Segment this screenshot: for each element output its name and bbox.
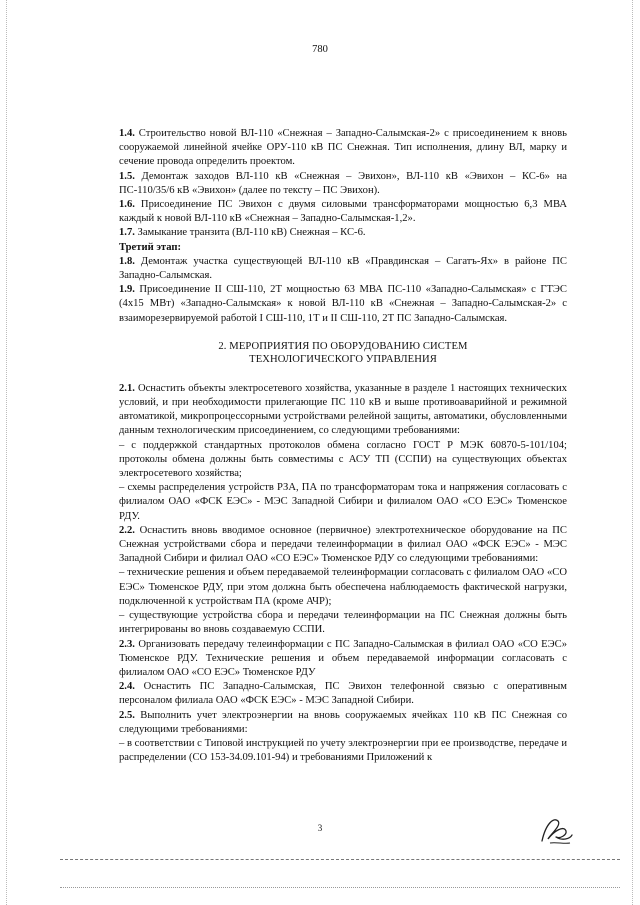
- paragraph-text: Присоединение II СШ-110, 2Т мощностью 63 МВА ПС-110 «Западно-Салымская» с ГТЭС (4х15 МВт) «Западно-Салымская» к новой ВЛ-110 кВ «Снежная – Западно-Салымская-2» с взаиморезервируемой работой I СШ-110, 1Т и II СШ-110, 2Т ПС Западно-Салымская.: [119, 284, 567, 324]
- item-number: 1.5.: [119, 170, 135, 182]
- paragraph-2-2: [119, 524, 567, 567]
- paragraph-2-3: [119, 638, 567, 681]
- section-heading-line-2: ТЕХНОЛОГИЧЕСКОГО УПРАВЛЕНИЯ: [249, 353, 437, 365]
- item-number: 1.4.: [119, 128, 135, 139]
- list-item: – технические решения и объем передаваемой телеинформации согласовать с филиалом ОАО «СО ЕЭС» Тюменское РДУ, при этом должна быть обеспечена наблюдаемость фактической нагрузки, подключенной к устройствам ПА (кроме АЧР);: [119, 567, 567, 607]
- section-heading: [119, 340, 567, 366]
- paragraph-1-9: [119, 283, 567, 326]
- paragraph-text: Демонтаж заходов ВЛ-110 кВ «Снежная – Эвихон», ВЛ-110 кВ «Эвихон – КС-6» на ПС-110/35/6 кВ «Эвихон» (далее по тексту – ПС Эвихон).: [119, 170, 567, 196]
- scan-artifact-line: [60, 887, 620, 888]
- item-number: 2.2.: [119, 524, 135, 536]
- item-number: 1.7.: [119, 227, 135, 239]
- paragraph-1-5: [119, 170, 567, 198]
- list-item: – в соответствии с Типовой инструкцией по учету электроэнергии при ее производстве, передаче и распределении (СО 153-34.09.101-94) и требованиями Приложений к: [119, 737, 567, 764]
- paragraph-text: Оснастить объекты электросетевого хозяйства, указанные в разделе 1 настоящих технических условий, и при необходимости прилегающие ПС 110 кВ и выше противоаварийной и режимной автоматикой, микропроцессорными устройствами релейной защиты, автоматики, обусловленными данным технологическим присоединением, со следующими требованиями:: [119, 382, 567, 437]
- item-number: 1.8.: [119, 255, 135, 267]
- scan-artifact-line: [60, 859, 620, 860]
- paragraph-text: Строительство новой ВЛ-110 «Снежная – Западно-Салымская-2» с присоединением к вновь сооружаемой линейной ячейке ОРУ-110 кВ ПС Снежная. Тип исполнения, длину ВЛ, марку и сечение провода определить проектом.: [119, 128, 567, 168]
- list-item: – существующие устройства сбора и передачи телеинформации на ПС Снежная должны быть интегрированы во вновь создаваемую ССПИ.: [119, 610, 567, 636]
- list-item: – с поддержкой стандартных протоколов обмена согласно ГОСТ Р МЭК 60870-5-101/104; протоколы обмена должны быть совместимы с АСУ ТП (ССПИ) на существующих объектах электросетевого хозяйства;: [119, 439, 567, 480]
- item-number: 1.6.: [119, 199, 135, 211]
- paragraph-text: Организовать передачу телеинформации с ПС Западно-Салымская в филиал ОАО «СО ЕЭС» Тюменское РДУ. Технические решения и объем передаваемой информации согласовать с филиалом ОАО «СО ЕЭС» Тюменское РДУ: [119, 638, 567, 678]
- stage-3-title: Третий этап:: [119, 241, 182, 253]
- paragraph-1-8: [119, 255, 567, 283]
- paragraph-text: Присоединение ПС Эвихон с двумя силовыми трансформаторами мощностью 6,3 МВА каждый к новой ВЛ-110 кВ «Снежная – Западно-Салымская-1,2».: [119, 199, 567, 225]
- paragraph-1-4: [119, 127, 567, 170]
- paragraph-1-6: [119, 198, 567, 226]
- footer-page-number: 3: [317, 823, 323, 833]
- page-number: 780: [312, 44, 328, 55]
- paragraph-text: Замыкание транзита (ВЛ-110 кВ) Снежная – КС-6.: [134, 227, 366, 239]
- list-item: – схемы распределения устройств РЗА, ПА по трансформаторам тока и напряжения согласовать с филиалом ОАО «ФСК ЕЭС» - МЭС Западной Сибири и филиалом ОАО «СО ЕЭС» Тюменское РДУ.: [119, 482, 567, 522]
- item-number: 2.1.: [119, 382, 135, 394]
- item-number: 1.9.: [119, 284, 135, 296]
- document-body: [119, 127, 567, 765]
- section-heading-line-1: 2. МЕРОПРИЯТИЯ ПО ОБОРУДОВАНИЮ СИСТЕМ: [218, 340, 468, 352]
- item-number: 2.5.: [119, 709, 135, 721]
- paragraph-2-4: [119, 680, 567, 708]
- item-number: 2.3.: [119, 638, 135, 650]
- paragraph-1-7: [119, 226, 567, 240]
- paragraph-2-5: [119, 709, 567, 737]
- paragraph-text: Выполнить учет электроэнергии на вновь сооружаемых ячейках 110 кВ ПС Снежная со следующими требованиями:: [119, 709, 567, 735]
- paragraph-text: Оснастить вновь вводимое основное (первичное) электротехническое оборудование на ПС Снежная устройствами сбора и передачи телеинформации в филиал ОАО «ФСК ЕЭС» - МЭС Западной Сибири и филиал ОАО «СО ЕЭС» Тюменское РДУ со следующими требованиями:: [119, 524, 567, 565]
- item-number: 2.4.: [119, 681, 135, 693]
- scan-edge-left: [6, 0, 8, 905]
- paragraph-2-1: [119, 382, 567, 439]
- paragraph-text: Оснастить ПС Западно-Салымская, ПС Эвихон телефонной связью с оперативным персоналом филиала ОАО «ФСК ЕЭС» - МЭС Западной Сибири.: [119, 681, 567, 707]
- paragraph-text: Демонтаж участка существующей ВЛ-110 кВ «Правдинская – Сагатъ-Ях» в районе ПС Западно-Салымская.: [119, 255, 567, 282]
- scan-edge-right: [632, 0, 634, 905]
- handwritten-signature-icon: [536, 813, 576, 849]
